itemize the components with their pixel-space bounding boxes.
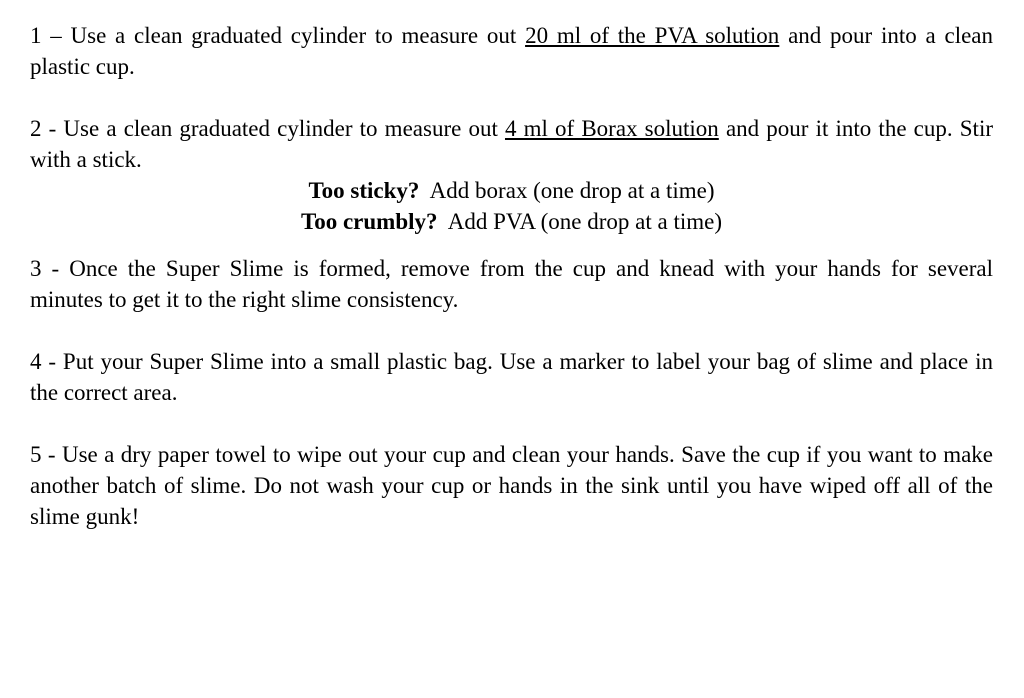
spacer [30, 315, 993, 346]
tip-too-crumbly-label: Too crumbly? [300, 209, 438, 234]
step-1-post: and pour into a clean plastic cup. [30, 23, 993, 79]
spacer [30, 237, 993, 253]
step-1-amount: 20 ml of the PVA solution [525, 23, 780, 48]
instructions-document [30, 20, 993, 532]
tip-too-crumbly-advice: Add PVA (one drop at a time) [447, 209, 723, 234]
step-3: 3 - Once the Super Slime is formed, remove from the cup and knead with your hands for several minutes to get it to the right slime consistency. [30, 256, 993, 312]
spacer [30, 82, 993, 113]
step-1-pre: 1 – Use a clean graduated cylinder to measure out [30, 23, 526, 48]
spacer [30, 408, 993, 439]
tip-too-crumbly [30, 206, 993, 237]
step-1 [30, 20, 993, 82]
step-5: 5 - Use a dry paper towel to wipe out your cup and clean your hands. Save the cup if you want to make another batch of slime. Do not wash your cup or hands in the sink until you have wiped off all of the slime gunk! [30, 442, 993, 529]
tip-too-sticky-advice: Add borax (one drop at a time) [429, 178, 715, 203]
tip-too-sticky [30, 175, 993, 206]
step-2-amount: 4 ml of Borax solution [504, 116, 719, 141]
step-2-pre: 2 - Use a clean graduated cylinder to measure out [30, 116, 505, 141]
step-2 [30, 113, 993, 175]
step-2-post: and pour it into the cup. Stir with a stick. [30, 116, 993, 172]
tip-too-sticky-label: Too sticky? [308, 178, 420, 203]
step-4: 4 - Put your Super Slime into a small plastic bag. Use a marker to label your bag of slime and place in the correct area. [30, 349, 993, 405]
